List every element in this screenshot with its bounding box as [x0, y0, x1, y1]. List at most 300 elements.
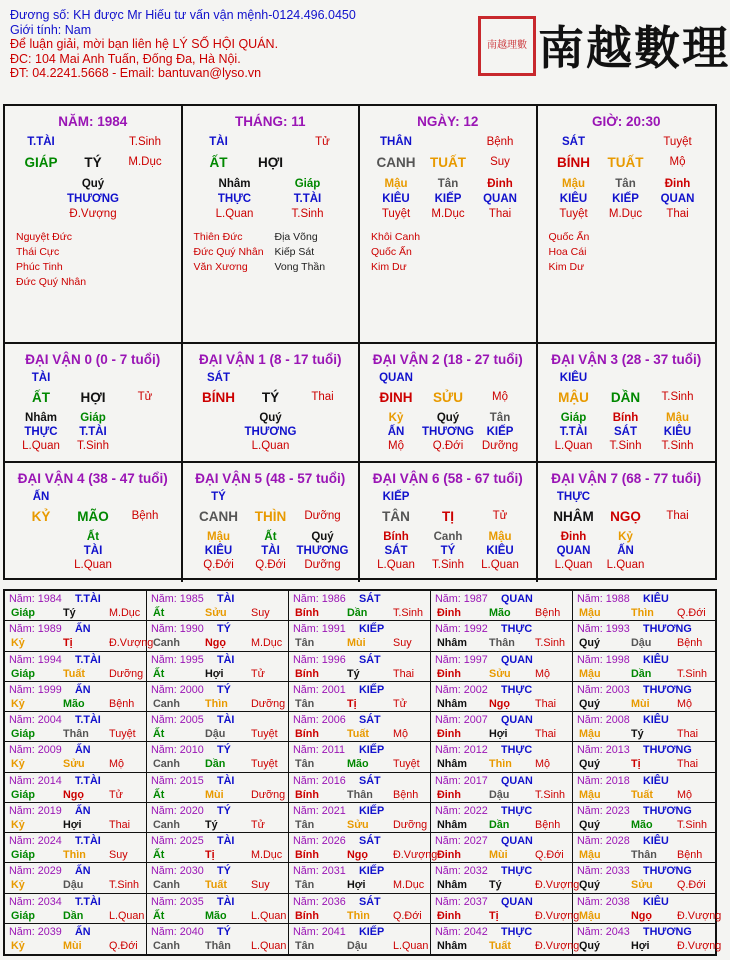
- hidden-stem: Đinh: [664, 178, 691, 190]
- star-name: Thái Cực: [16, 246, 60, 258]
- year-stage: Thai: [677, 728, 699, 740]
- year-branch: Tuất: [489, 939, 511, 952]
- year-cell: [147, 591, 289, 621]
- pillar-stem: GIÁP: [24, 155, 58, 170]
- hidden-stage: T.Sinh: [609, 440, 642, 452]
- pillar-branch: TÝ: [84, 155, 102, 170]
- year-god: QUAN: [501, 835, 533, 847]
- year-branch: Tị: [631, 758, 641, 771]
- year-stem: Mậu: [579, 909, 601, 922]
- star-name: Nguyệt Đức: [16, 231, 73, 243]
- year-branch: Tị: [63, 637, 73, 650]
- hidden-stage: L.Quan: [377, 559, 415, 571]
- dai-van-god: KIÊU: [559, 372, 588, 384]
- year-cell: [5, 742, 147, 772]
- year-god: THƯƠNG: [643, 683, 692, 696]
- year-branch: Thân: [347, 788, 373, 801]
- year-stem: Quý: [579, 637, 600, 650]
- pillar-title: NGÀY: 12: [417, 114, 479, 129]
- year-label: Năm: 2016: [293, 774, 346, 787]
- pillar-stage: T.Sinh: [129, 136, 161, 148]
- hidden-god: T.TÀI: [559, 426, 588, 438]
- hidden-stage: T.Sinh: [77, 440, 109, 452]
- year-branch: Thân: [205, 939, 231, 952]
- year-branch: Mùi: [489, 849, 508, 861]
- year-god: THỰC: [501, 683, 533, 696]
- year-stem: Nhâm: [437, 758, 467, 771]
- year-branch: Dần: [347, 607, 368, 619]
- dai-van-title: ĐẠI VẬN 0 (0 - 7 tuổi): [25, 352, 161, 367]
- year-god: TÀI: [217, 714, 235, 726]
- dai-van-stage: Thai: [666, 510, 689, 522]
- pillar-cell: [360, 106, 538, 344]
- year-label: Năm: 2027: [435, 835, 488, 847]
- year-god: THỰC: [501, 865, 533, 878]
- dai-van-god: TÀI: [31, 372, 51, 384]
- year-stem: Giáp: [11, 667, 35, 680]
- hidden-stage: T.Sinh: [291, 208, 324, 220]
- year-stem: Quý: [579, 697, 600, 710]
- year-cell: [431, 833, 573, 863]
- year-god: SÁT: [359, 593, 381, 605]
- year-branch: Dần: [631, 667, 652, 680]
- year-branch: Thân: [63, 728, 89, 740]
- year-branch: Thìn: [631, 607, 654, 619]
- year-cell: [289, 652, 431, 682]
- year-god: TÀI: [217, 593, 235, 605]
- year-stem: Bính: [295, 909, 319, 922]
- hidden-god: THƯƠNG: [67, 193, 119, 205]
- star-name: Kiếp Sát: [274, 246, 315, 258]
- contact-line: Để luận giải, mời bạn liên hệ LÝ SỐ HỘI QUÁN.: [10, 37, 279, 52]
- hidden-stage: Tuyệt: [381, 208, 411, 220]
- year-stem: Canh: [153, 879, 180, 892]
- year-label: Năm: 2005: [151, 714, 204, 726]
- year-god: ẤN: [75, 623, 91, 636]
- year-stage: Đ.Vượng: [109, 637, 154, 650]
- year-branch: Tị: [347, 697, 357, 710]
- hidden-stem: Ất: [264, 531, 277, 543]
- year-stem: Đinh: [437, 607, 461, 619]
- dai-van-god: TÝ: [211, 491, 226, 503]
- year-god: THỰC: [501, 744, 533, 757]
- year-branch: Mùi: [205, 788, 224, 801]
- year-cell: [573, 591, 715, 621]
- gender-line: Giới tính: Nam: [10, 22, 92, 37]
- year-cell: [573, 803, 715, 833]
- year-god: T.TÀI: [75, 653, 101, 666]
- hidden-god: THƯƠNG: [296, 545, 349, 557]
- hidden-stem: Mậu: [207, 531, 230, 543]
- year-cell: [147, 682, 289, 712]
- hidden-stage: T.Sinh: [661, 440, 694, 452]
- year-cell: [289, 863, 431, 893]
- dai-van-title: ĐẠI VẬN 2 (18 - 27 tuổi): [372, 352, 523, 367]
- hidden-stem: Quý: [81, 178, 105, 190]
- year-stage: Dưỡng: [251, 788, 286, 801]
- year-stem: Nhâm: [437, 818, 467, 831]
- pillar-branch: TUẤT: [607, 155, 644, 170]
- year-label: Năm: 2000: [151, 683, 204, 696]
- hidden-stem: Nhâm: [25, 412, 57, 424]
- year-stem: Tân: [295, 879, 315, 892]
- pillar-title: THÁNG: 11: [234, 114, 306, 129]
- year-stem: Mậu: [579, 849, 601, 861]
- dai-van-title: ĐẠI VẬN 7 (68 - 77 tuổi): [551, 471, 702, 486]
- year-stem: Ất: [153, 728, 165, 740]
- year-stage: Q.Đới: [677, 879, 706, 892]
- year-stage: Q.Đới: [393, 909, 422, 922]
- year-cell: [5, 621, 154, 651]
- star-name: Đức Quý Nhân: [16, 276, 87, 288]
- year-stage: T.Sinh: [535, 788, 566, 801]
- year-stage: Tử: [393, 697, 407, 710]
- year-stage: Tuyệt: [251, 758, 278, 771]
- year-stem: Kỷ: [11, 818, 25, 831]
- year-stage: Mộ: [393, 728, 408, 740]
- dai-van-stage: Mộ: [492, 391, 508, 403]
- year-label: Năm: 2023: [577, 804, 630, 817]
- dai-van-stage: T.Sinh: [661, 391, 694, 403]
- hidden-stage: L.Quan: [22, 440, 60, 452]
- year-god: TÝ: [217, 804, 231, 817]
- hidden-stem: Canh: [433, 531, 463, 543]
- year-stage: M.Dục: [109, 607, 141, 619]
- pillar-branch-stage: Suy: [490, 156, 510, 168]
- year-stage: L.Quan: [109, 909, 145, 922]
- year-branch: Tuất: [63, 667, 85, 680]
- year-cell: [147, 652, 289, 682]
- hidden-god: KIẾP: [434, 193, 462, 205]
- year-branch: Mùi: [347, 637, 366, 650]
- yearly-luck-table: [3, 589, 722, 956]
- pillar-grid: [3, 104, 717, 580]
- year-label: Năm: 1988: [577, 593, 630, 605]
- pillar-branch: HỢI: [257, 155, 284, 170]
- dai-van-title: ĐẠI VẬN 4 (38 - 47 tuổi): [17, 471, 168, 486]
- year-cell: [147, 712, 289, 742]
- year-cell: [431, 712, 573, 742]
- year-stage: Đ.Vượng: [535, 939, 580, 952]
- year-cell: [573, 924, 722, 954]
- year-god: TÝ: [217, 744, 231, 757]
- year-stage: Q.Đới: [677, 607, 706, 619]
- year-cell: [147, 621, 289, 651]
- year-label: Năm: 1985: [151, 593, 204, 605]
- year-cell: [289, 742, 431, 772]
- year-stage: Mộ: [677, 697, 692, 710]
- year-stage: Tuyệt: [251, 728, 278, 740]
- year-label: Năm: 2042: [435, 925, 488, 938]
- year-branch: Sửu: [205, 607, 227, 619]
- dai-van-god: QUAN: [379, 372, 413, 384]
- year-god: KIÊU: [643, 774, 669, 787]
- hidden-god: TÝ: [440, 545, 456, 557]
- star-name: Kim Dư: [548, 261, 585, 273]
- year-branch: Tý: [205, 818, 218, 831]
- year-god: THỰC: [501, 804, 533, 817]
- dai-van-branch: TỊ: [442, 509, 454, 524]
- hidden-stem: Kỷ: [388, 412, 404, 424]
- owner-line: Đương số: KH được Mr Hiếu tư vấn vận mệnh-0124.496.0450: [10, 8, 356, 22]
- dai-van-god: THỰC: [556, 491, 591, 503]
- year-stem: Nhâm: [437, 939, 467, 952]
- year-branch: Tý: [631, 728, 644, 740]
- year-branch: Sửu: [631, 879, 653, 892]
- year-label: Năm: 2011: [293, 744, 346, 757]
- pillar-branch-stage: M.Dục: [128, 156, 162, 168]
- year-label: Năm: 2020: [151, 804, 204, 817]
- year-god: THƯƠNG: [643, 865, 692, 878]
- hidden-stage: L.Quan: [74, 559, 112, 571]
- pillar-stem: BÍNH: [557, 155, 590, 170]
- year-stem: Kỷ: [11, 697, 25, 710]
- hidden-god: QUAN: [556, 545, 591, 557]
- year-god: ẤN: [75, 683, 91, 696]
- year-label: Năm: 1996: [293, 653, 346, 666]
- year-stage: Bệnh: [393, 788, 419, 801]
- year-stem: Đinh: [437, 788, 461, 801]
- dai-van-stem: CANH: [199, 509, 238, 524]
- year-cell: [573, 894, 722, 924]
- year-cell: [5, 803, 147, 833]
- year-god: TÝ: [217, 925, 231, 938]
- year-branch: Tý: [63, 607, 76, 619]
- year-stem: Giáp: [11, 909, 35, 922]
- year-stem: Giáp: [11, 728, 35, 740]
- year-stage: Đ.Vượng: [677, 909, 722, 922]
- year-label: Năm: 2026: [293, 835, 346, 847]
- dai-van-cell: [5, 463, 183, 582]
- year-stage: Q.Đới: [535, 849, 564, 861]
- year-god: KIẾP: [359, 925, 385, 938]
- hidden-stage: L.Quan: [554, 440, 593, 452]
- year-stem: Giáp: [11, 788, 35, 801]
- hidden-god: T.TÀI: [79, 426, 107, 438]
- year-cell: [431, 894, 580, 924]
- dai-van-branch: SỬU: [433, 390, 463, 405]
- year-label: Năm: 2038: [577, 895, 630, 908]
- hidden-god: QUAN: [660, 193, 695, 205]
- dai-van-stage: Tử: [492, 510, 508, 522]
- year-god: SÁT: [359, 774, 381, 787]
- year-cell: [147, 773, 289, 803]
- year-cell: [147, 833, 289, 863]
- dai-van-stem: TÂN: [382, 509, 410, 524]
- year-stage: Tuyệt: [393, 758, 420, 771]
- year-cell: [289, 924, 431, 954]
- year-cell: [147, 894, 289, 924]
- pillar-stem: ẤT: [209, 155, 228, 170]
- year-label: Năm: 2031: [293, 865, 346, 878]
- year-god: SÁT: [359, 714, 381, 726]
- year-god: T.TÀI: [75, 714, 101, 726]
- dai-van-god: ẤN: [32, 491, 50, 503]
- year-branch: Dần: [489, 818, 510, 831]
- year-god: QUAN: [501, 895, 533, 908]
- year-stage: Tử: [109, 788, 123, 801]
- year-stage: Thai: [535, 697, 557, 710]
- year-branch: Thìn: [205, 697, 228, 710]
- year-label: Năm: 1992: [435, 623, 488, 636]
- year-label: Năm: 2004: [9, 714, 62, 726]
- year-god: KIÊU: [643, 593, 669, 605]
- year-label: Năm: 1991: [293, 623, 346, 636]
- year-cell: [431, 924, 580, 954]
- year-branch: Dần: [63, 909, 84, 922]
- year-god: QUAN: [501, 593, 533, 605]
- hidden-stem: Nhâm: [218, 178, 251, 190]
- year-branch: Tuất: [347, 728, 369, 740]
- year-cell: [573, 742, 715, 772]
- year-label: Năm: 1994: [9, 653, 62, 666]
- year-branch: Mão: [205, 909, 227, 922]
- year-cell: [289, 803, 431, 833]
- year-stage: Suy: [251, 607, 270, 619]
- year-god: TÀI: [217, 653, 235, 666]
- year-stem: Tân: [295, 758, 315, 771]
- year-label: Năm: 2010: [151, 744, 204, 757]
- year-label: Năm: 2028: [577, 835, 630, 847]
- year-branch: Tuất: [631, 788, 653, 801]
- year-label: Năm: 2008: [577, 714, 630, 726]
- year-cell: [573, 863, 715, 893]
- hidden-stage: Q.Đới: [255, 559, 286, 571]
- year-stage: Thai: [393, 667, 415, 680]
- year-stage: Dưỡng: [393, 818, 428, 831]
- year-god: THƯƠNG: [643, 804, 692, 817]
- dai-van-stage: Tử: [137, 391, 153, 403]
- year-label: Năm: 1993: [577, 623, 630, 636]
- hidden-god: SÁT: [614, 426, 637, 438]
- year-branch: Tý: [489, 879, 502, 892]
- year-god: KIẾP: [359, 744, 385, 757]
- year-label: Năm: 2009: [9, 744, 62, 757]
- year-cell: [573, 773, 715, 803]
- year-label: Năm: 2036: [293, 895, 346, 908]
- year-branch: Mão: [347, 758, 369, 771]
- year-label: Năm: 2040: [151, 925, 204, 938]
- year-label: Năm: 2024: [9, 835, 62, 847]
- hidden-stem: Giáp: [294, 178, 321, 190]
- hidden-god: SÁT: [384, 545, 408, 557]
- year-cell: [431, 863, 580, 893]
- year-stem: Canh: [153, 697, 180, 710]
- year-god: KIẾP: [359, 804, 385, 817]
- year-branch: Dậu: [631, 637, 652, 650]
- year-cell: [289, 621, 431, 651]
- year-stem: Quý: [579, 879, 600, 892]
- dai-van-cell: [5, 344, 183, 463]
- year-stage: Bệnh: [677, 849, 703, 861]
- hidden-god: TÀI: [261, 545, 280, 557]
- hidden-stem: Mậu: [666, 412, 689, 424]
- year-stem: Tân: [295, 939, 315, 952]
- year-god: THỰC: [501, 623, 533, 636]
- dai-van-cell: [538, 344, 716, 463]
- year-label: Năm: 2029: [9, 865, 62, 878]
- year-cell: [573, 621, 715, 651]
- year-label: Năm: 2039: [9, 925, 62, 938]
- year-stage: Tuyệt: [109, 728, 136, 740]
- hidden-stage: Q.Đới: [432, 440, 464, 452]
- year-stem: Ất: [153, 667, 165, 680]
- header-info: [10, 8, 480, 81]
- dai-van-title: ĐẠI VẬN 3 (28 - 37 tuổi): [551, 352, 702, 367]
- year-god: KIẾP: [359, 683, 385, 696]
- year-stage: Bệnh: [677, 637, 703, 650]
- hidden-god: THỰC: [217, 193, 252, 205]
- year-cell: [431, 621, 573, 651]
- hidden-god: T.TÀI: [293, 193, 322, 205]
- star-name: Hoa Cái: [548, 246, 587, 258]
- year-stage: Thai: [677, 758, 699, 771]
- year-stem: Quý: [579, 939, 600, 952]
- year-branch: Dậu: [205, 728, 226, 740]
- year-stem: Đinh: [437, 849, 461, 861]
- star-name: Quốc Ấn: [548, 231, 590, 243]
- year-branch: Ngọ: [63, 788, 84, 801]
- year-label: Năm: 1995: [151, 653, 204, 666]
- year-stem: Canh: [153, 758, 180, 771]
- year-stage: Bệnh: [109, 697, 135, 710]
- year-cell: [5, 833, 147, 863]
- year-stage: Mộ: [677, 788, 692, 801]
- year-stem: Nhâm: [437, 637, 467, 650]
- year-stem: Kỷ: [11, 879, 25, 892]
- year-branch: Tị: [205, 849, 215, 861]
- year-stage: Bệnh: [535, 818, 561, 831]
- hidden-stage: Thai: [666, 208, 689, 220]
- year-stage: Suy: [251, 879, 270, 892]
- year-cell: [573, 682, 715, 712]
- year-branch: Thìn: [489, 758, 512, 771]
- year-cell: [573, 712, 715, 742]
- year-branch: Tuất: [205, 879, 227, 892]
- year-cell: [5, 682, 147, 712]
- year-branch: Mùi: [63, 939, 82, 952]
- hidden-stage: Dưỡng: [304, 559, 341, 571]
- year-cell: [289, 682, 431, 712]
- dai-van-cell: [360, 463, 538, 582]
- year-cell: [431, 682, 573, 712]
- dai-van-title: ĐẠI VẬN 5 (48 - 57 tuổi): [195, 471, 346, 486]
- year-stage: Thai: [109, 818, 131, 831]
- year-stage: T.Sinh: [677, 818, 708, 831]
- hidden-stage: Đ.Vượng: [69, 208, 117, 220]
- year-stem: Canh: [153, 637, 180, 650]
- year-stem: Bính: [295, 728, 319, 740]
- year-stage: L.Quan: [251, 909, 287, 922]
- year-stage: M.Dục: [251, 637, 283, 650]
- year-cell: [147, 742, 289, 772]
- year-label: Năm: 2034: [9, 895, 62, 908]
- year-god: TÀI: [217, 835, 235, 847]
- year-god: TÝ: [217, 683, 231, 696]
- hidden-god: KIÊU: [486, 545, 514, 557]
- year-stem: Kỷ: [11, 939, 25, 952]
- year-god: QUAN: [501, 774, 533, 787]
- dai-van-stem: KỶ: [31, 509, 51, 524]
- year-label: Năm: 2001: [293, 683, 346, 696]
- year-branch: Mão: [63, 697, 85, 710]
- dai-van-branch: TÝ: [261, 390, 280, 405]
- year-branch: Hợi: [489, 728, 508, 740]
- logo-text: 南越數理: [538, 21, 730, 75]
- year-branch: Tý: [347, 667, 360, 680]
- year-cell: [289, 712, 431, 742]
- year-label: Năm: 2002: [435, 683, 488, 696]
